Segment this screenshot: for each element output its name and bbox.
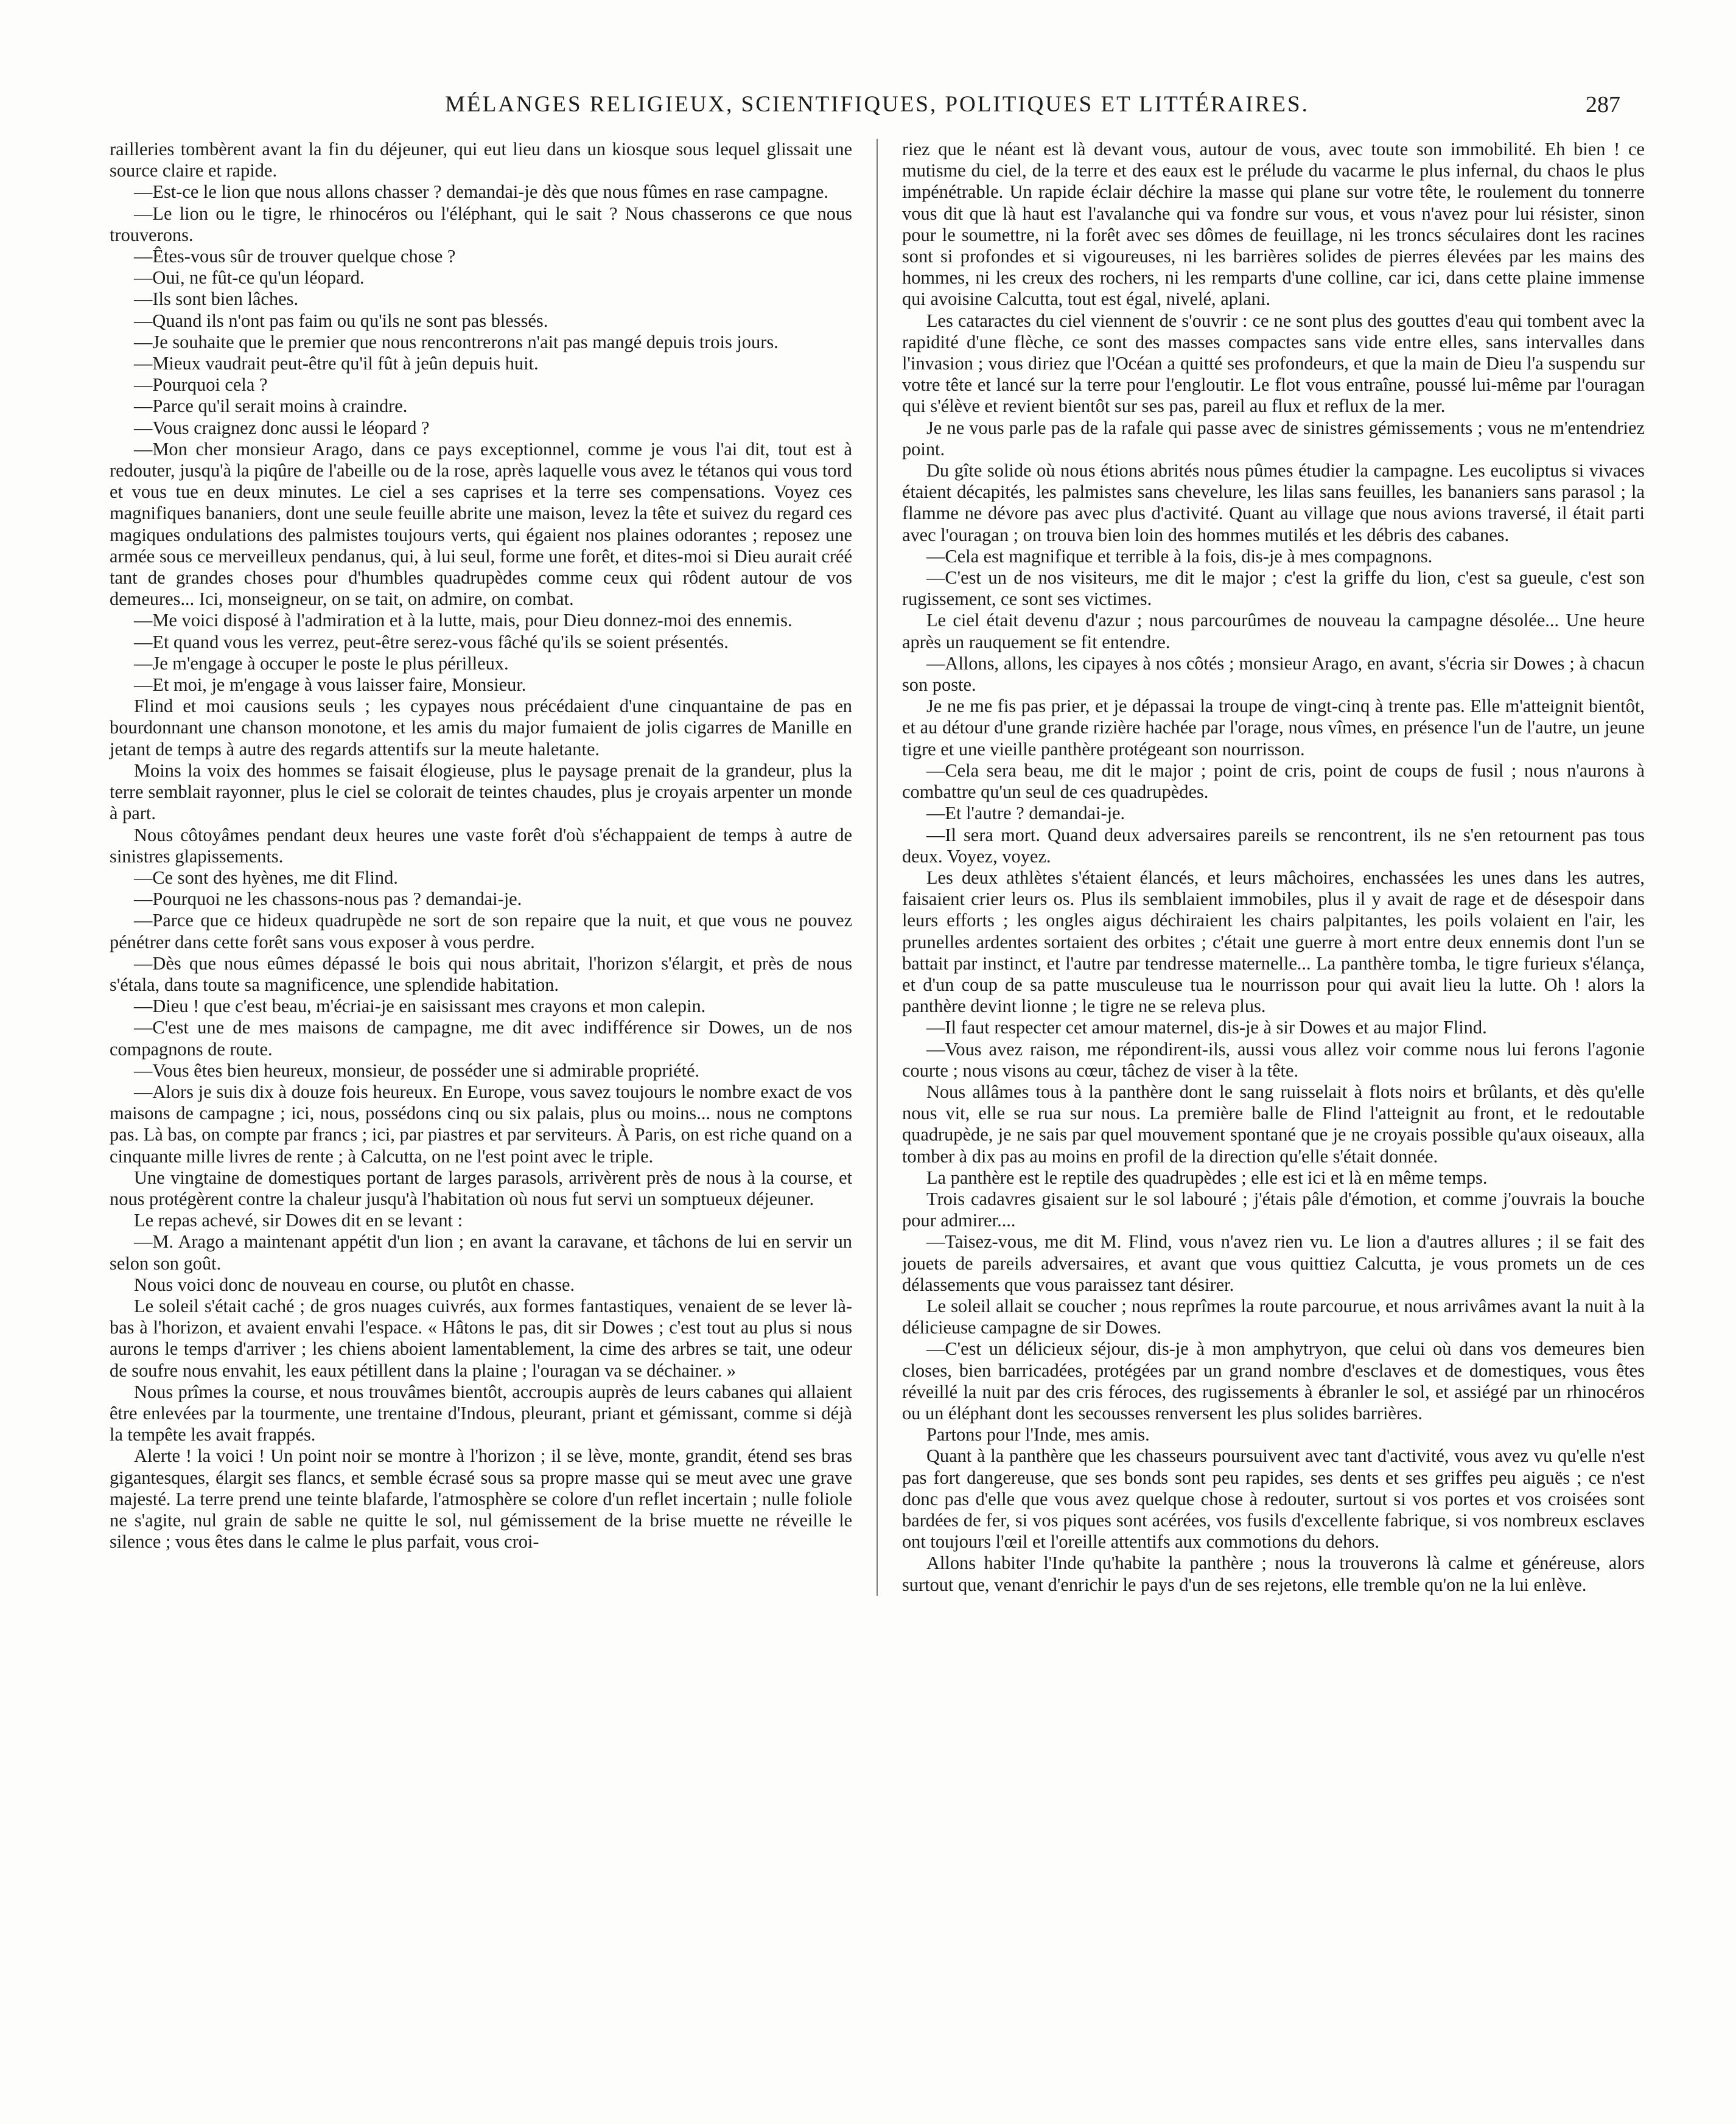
paragraph: La panthère est le reptile des quadrupèdes ; elle est ici et là en même temps.: [926, 1167, 1488, 1188]
paragraph: —Quand ils n'ont pas faim ou qu'ils ne sont pas blessés.: [134, 310, 548, 331]
paragraph: —Pourquoi ne les chassons-nous pas ? demandai-je.: [134, 889, 522, 910]
paragraph: Moins la voix des hommes se faisait élogieuse, plus le paysage prenait de la grandeur, plus la terre semblait rayonner, plus le ciel se colorait de teintes chaudes, plus je croyais arpenter un monde à part.: [110, 760, 853, 824]
paragraph: Le soleil allait se coucher ; nous reprîmes la route parcourue, et nous arrivâmes avant la nuit à la délicieuse campagne de sir Dowes.: [901, 1295, 1645, 1338]
paragraph: Je ne vous parle pas de la rafale qui passe avec de sinistres gémissements ; vous ne m'entendriez point.: [901, 417, 1645, 459]
paragraph: —C'est une de mes maisons de campagne, me dit avec indifférence sir Dowes, un de nos compagnons de route.: [110, 1017, 853, 1060]
paragraph: Trois cadavres gisaient sur le sol labouré ; j'étais pâle d'émotion, et comme j'ouvrais la bouche pour admirer....: [901, 1188, 1645, 1231]
text-columns: [110, 139, 1645, 1596]
paragraph: —Je souhaite que le premier que nous rencontrerons n'ait pas mangé depuis trois jours.: [134, 331, 779, 352]
paragraph: —M. Arago a maintenant appétit d'un lion ; en avant la caravane, et tâchons de lui en servir un selon son goût.: [110, 1231, 853, 1274]
paragraph: —Parce qu'il serait moins à craindre.: [134, 396, 408, 417]
paragraph: riez que le néant est là devant vous, autour de vous, avec toute son immobilité. Eh bien ! ce mutisme du ciel, de la terre et des eaux est le prélude du vacarme le plus infernal, du chaos le plus impénétrable. Un rapide éclair déchire la masse qui plane sur votre tête, le roulement du tonnerre vous dit que là haut est l'avalanche qui va fondre sur vous, et vous n'avez pour lui résister, sinon pour le soumettre, ni la forêt avec ses dômes de feuillage, ni les troncs séculaires dont les racines sont si profondes et si vigoureuses, ni les barrières solides de pierres élevées par les mains des hommes, ni les creux des rochers, ni les remparts d'une colline, car ici, dans cette plaine immense qui avoisine Calcutta, tout est égal, nivelé, aplani.: [901, 139, 1645, 310]
paragraph: —Et moi, je m'engage à vous laisser faire, Monsieur.: [134, 674, 527, 696]
right-column: [902, 139, 1645, 1596]
paragraph: —Il sera mort. Quand deux adversaires pareils se rencontrent, ils ne s'en retournent pas tous deux. Voyez, voyez.: [901, 824, 1645, 867]
paragraph: —Il faut respecter cet amour maternel, dis-je à sir Dowes et au major Flind.: [926, 1017, 1487, 1038]
paragraph: —Vous êtes bien heureux, monsieur, de posséder une si admirable propriété.: [134, 1060, 700, 1081]
paragraph: Les deux athlètes s'étaient élancés, et leurs mâchoires, enchassées les unes dans les autres, faisaient crier leurs os. Plus ils semblaient immobiles, plus il y avait de rage et de désespoir dans leurs efforts ; les ongles aigus déchiraient les chairs palpitantes, les poils volaient en l'air, les prunelles ardentes sortaient des orbites ; c'était une guerre à mort entre deux ennemis dont l'un se battait par instinct, et l'autre par tendresse maternelle... La panthère tomba, le tigre furieux s'élança, et d'un coup de sa patte musculeuse tua le nourrisson pour qui avait lieu la lutte. Oh ! alors la panthère devint lionne ; le tigre ne se releva plus.: [901, 867, 1645, 1017]
left-column: [110, 139, 852, 1596]
paragraph: Allons habiter l'Inde qu'habite la panthère ; nous la trouverons là calme et généreuse, alors surtout que, venant d'enrichir le pays d'un de ses rejetons, elle tremble qu'on ne la lui enlève.: [901, 1553, 1645, 1595]
paragraph: Quant à la panthère que les chasseurs poursuivent avec tant d'activité, vous avez vu qu'elle n'est pas fort dangereuse, que ses bonds sont peu rapides, ses dents et ses griffes peu aiguës ; ce n'est donc pas d'elle que vous avez quelque chose à redouter, surtout si vos portes et vos croisées sont bardées de fer, si vos piques sont acérées, vos fusils d'excellente fabrique, si vos nombreux esclaves ont toujours l'œil et l'oreille attentifs aux commotions du dehors.: [901, 1445, 1645, 1553]
paragraph: —Cela sera beau, me dit le major ; point de cris, point de coups de fusil ; nous n'aurons à combattre qu'un seul de ces quadrupèdes.: [901, 760, 1645, 803]
paragraph: —C'est un délicieux séjour, dis-je à mon amphytryon, que celui où dans vos demeures bien closes, bien barricadées, protégées par un grand nombre d'esclaves et de domestiques, vous êtes réveillé la nuit par des cris féroces, des rugissements à ébranler le sol, et assiégé par un rhinocéros ou un éléphant dont les secousses renversent les plus solides barrières.: [901, 1338, 1645, 1424]
paragraph: —Alors je suis dix à douze fois heureux. En Europe, vous savez toujours le nombre exact de vos maisons de campagne ; ici, nous, possédons cinq ou six palais, plus ou moins... nous ne comptons pas. Là bas, on compte par francs ; ici, par piastres et par serviteurs. À Paris, on est riche quand on a cinquante mille livres de rente ; à Calcutta, on ne l'est point avec le triple.: [110, 1081, 853, 1167]
paragraph: Les cataractes du ciel viennent de s'ouvrir : ce ne sont plus des gouttes d'eau qui tombent avec la rapidité d'une flèche, ce sont des masses compactes sans vide entre elles, sans intervalles dans l'invasion ; vous diriez que l'Océan a quitté ses profondeurs, et que la main de Dieu l'a suspendu sur votre tête et lancé sur la terre pour l'engloutir. Le flot vous entraîne, poussé lui-même par l'ouragan qui s'élève et revient bientôt sur ses pas, pareil au flux et reflux de la mer.: [901, 310, 1645, 417]
paragraph: Nous prîmes la course, et nous trouvâmes bientôt, accroupis auprès de leurs cabanes qui allaient être enlevées par la tourmente, une trentaine d'Indous, pleurant, priant et gémissant, comme si déjà la tempête les avait frappés.: [110, 1381, 853, 1445]
paragraph: Nous voici donc de nouveau en course, ou plutôt en chasse.: [134, 1274, 575, 1295]
paragraph: Alerte ! la voici ! Un point noir se montre à l'horizon ; il se lève, monte, grandit, étend ses bras gigantesques, élargit ses flancs, et semble écrasé sous sa propre masse qui se meut avec une grave majesté. La terre prend une teinte blafarde, l'atmosphère se colore d'un reflet incertain ; nulle foliole ne s'agite, nul grain de sable ne quitte le sol, nul gémissement de la brise muette ne réveille le silence ; vous êtes dans le calme le plus parfait, vous croi-: [110, 1445, 853, 1553]
column-divider: [877, 139, 878, 1596]
paragraph: railleries tombèrent avant la fin du déjeuner, qui eut lieu dans un kiosque sous lequel glissait une source claire et rapide.: [110, 139, 853, 181]
paragraph: —Et l'autre ? demandai-je.: [926, 803, 1125, 824]
paragraph: —Allons, allons, les cipayes à nos côtés ; monsieur Arago, en avant, s'écria sir Dowes ; à chacun son poste.: [901, 652, 1645, 696]
paragraph: Je ne me fis pas prier, et je dépassai la troupe de vingt-cinq à trente pas. Elle m'atteignit bientôt, et au détour d'une grande rizière hachée par l'orage, nous vîmes, en présence l'un de l'autre, un jeune tigre et une vieille panthère protégeant son nourrisson.: [901, 696, 1645, 760]
paragraph: Le ciel était devenu d'azur ; nous parcourûmes de nouveau la campagne désolée... Une heure après un rauquement se fit entendre.: [901, 610, 1645, 652]
paragraph: —Pourquoi cela ?: [134, 374, 268, 396]
paragraph: Nous côtoyâmes pendant deux heures une vaste forêt d'où s'échappaient de temps à autre de sinistres glapissements.: [110, 824, 853, 867]
page-header: [110, 91, 1645, 134]
paragraph: —Parce que ce hideux quadrupède ne sort de son repaire que la nuit, et que vous ne pouvez pénétrer dans cette forêt sans vous exposer à vous perdre.: [110, 910, 853, 952]
paragraph: —Mieux vaudrait peut-être qu'il fût à jeûn depuis huit.: [134, 353, 539, 374]
paragraph: —Vous craignez donc aussi le léopard ?: [134, 417, 430, 438]
paragraph: Partons pour l'Inde, mes amis.: [926, 1424, 1150, 1445]
paragraph: —Êtes-vous sûr de trouver quelque chose ?: [134, 246, 456, 267]
paragraph: —C'est un de nos visiteurs, me dit le major ; c'est la griffe du lion, c'est sa gueule, c'est son rugissement, ce sont ses victimes.: [901, 567, 1645, 610]
paragraph: —Mon cher monsieur Arago, dans ce pays exceptionnel, comme je vous l'ai dit, tout est à redouter, jusqu'à la piqûre de l'abeille ou de la rose, après laquelle vous avez le tétanos qui vous tord et vous tue en deux minutes. Le ciel a ses caprises et la terre ses compensations. Voyez ces magnifiques bananiers, dont une seule feuille abrite une maison, levez la tête et suivez du regard ces magiques ondulations des palmistes toujours verts, qui égaient nos plaines odorantes ; reposez une armée sous ce merveilleux pendanus, qui, à lui seul, forme une forêt, et dites-moi si Dieu aurait créé tant de grandes choses pour d'humbles quadrupèdes comme ceux qui rôdent autour de vos demeures... Ici, monseigneur, on se tait, on admire, on combat.: [110, 438, 853, 610]
paragraph: —Cela est magnifique et terrible à la fois, dis-je à mes compagnons.: [926, 545, 1433, 567]
paragraph: Le repas achevé, sir Dowes dit en se levant :: [134, 1210, 463, 1231]
running-title: MÉLANGES RELIGIEUX, SCIENTIFIQUES, POLITIQUES ET LITTÉRAIRES.: [445, 92, 1309, 117]
paragraph: —Ce sont des hyènes, me dit Flind.: [134, 867, 398, 888]
paragraph: —Et quand vous les verrez, peut-être serez-vous fâché qu'ils se soient présentés.: [134, 631, 729, 652]
paragraph: —Oui, ne fût-ce qu'un léopard.: [134, 267, 365, 288]
paragraph: —Vous avez raison, me répondirent-ils, aussi vous allez voir comme nous lui ferons l'agonie courte ; nous visons au cœur, tâchez de viser à la tête.: [901, 1038, 1645, 1081]
paragraph: Du gîte solide où nous étions abrités nous pûmes étudier la campagne. Les eucoliptus si vivaces étaient décapités, les palmistes sans chevelure, les lilas sans feuilles, les bananiers sans parasol ; la flamme ne dévore pas avec plus d'activité. Quant au village que nous avions traversé, il était parti avec l'ouragan ; on trouva bien loin des hommes mutilés et les débris des cabanes.: [901, 460, 1645, 545]
paragraph: —Me voici disposé à l'admiration et à la lutte, mais, pour Dieu donnez-moi des ennemis.: [134, 610, 793, 631]
paragraph: Nous allâmes tous à la panthère dont le sang ruisselait à flots noirs et brûlants, et dès qu'elle nous vit, elle se rua sur nous. La première balle de Flind l'atteignit au front, et le redoutable quadrupède, je ne sais par quel mouvement spontané que je ne croyais possible qu'aux oiseaux, alla tomber à dix pas au moins en profil de la direction qu'elle s'était donnée.: [901, 1081, 1645, 1167]
paragraph: —Est-ce le lion que nous allons chasser ? demandai-je dès que nous fûmes en rase campagne.: [134, 181, 828, 203]
paragraph: Le soleil s'était caché ; de gros nuages cuivrés, aux formes fantastiques, venaient de se lever là-bas à l'horizon, et avaient envahi l'espace. « Hâtons le pas, dit sir Dowes ; c'est tout au plus si nous aurons le temps d'arriver ; les chiens aboient lamentablement, la cime des arbres se tait, une odeur de soufre nous envahit, les eaux pétillent dans la plaine ; l'ouragan va se déchainer. »: [110, 1295, 853, 1381]
paragraph: Une vingtaine de domestiques portant de larges parasols, arrivèrent près de nous à la course, et nous protégèrent contre la chaleur jusqu'à l'habitation où nous fut servi un somptueux déjeuner.: [110, 1167, 853, 1209]
page-number: 287: [1586, 92, 1620, 117]
paragraph: —Je m'engage à occuper le poste le plus périlleux.: [134, 652, 509, 674]
paragraph: —Ils sont bien lâches.: [134, 288, 299, 310]
paragraph: —Dès que nous eûmes dépassé le bois qui nous abritait, l'horizon s'élargit, et près de nous s'étala, dans toute sa magnificence, une splendide habitation.: [110, 952, 853, 995]
paragraph: —Taisez-vous, me dit M. Flind, vous n'avez rien vu. Le lion a d'autres allures ; il se fait des jouets de pareils adversaires, et avant que vous quittiez Calcutta, je vous promets un de ces délassements que vous paraissez tant désirer.: [901, 1231, 1645, 1295]
paragraph: Flind et moi causions seuls ; les cypayes nous précédaient d'une cinquantaine de pas en bourdonnant une chanson monotone, et les amis du major fumaient de jolis cigarres de Manille en jetant de temps à autre des regards attentifs sur la meute haletante.: [110, 696, 853, 760]
paragraph: —Dieu ! que c'est beau, m'écriai-je en saisissant mes crayons et mon calepin.: [134, 996, 706, 1017]
paragraph: —Le lion ou le tigre, le rhinocéros ou l'éléphant, qui le sait ? Nous chasserons ce que nous trouverons.: [110, 203, 853, 245]
